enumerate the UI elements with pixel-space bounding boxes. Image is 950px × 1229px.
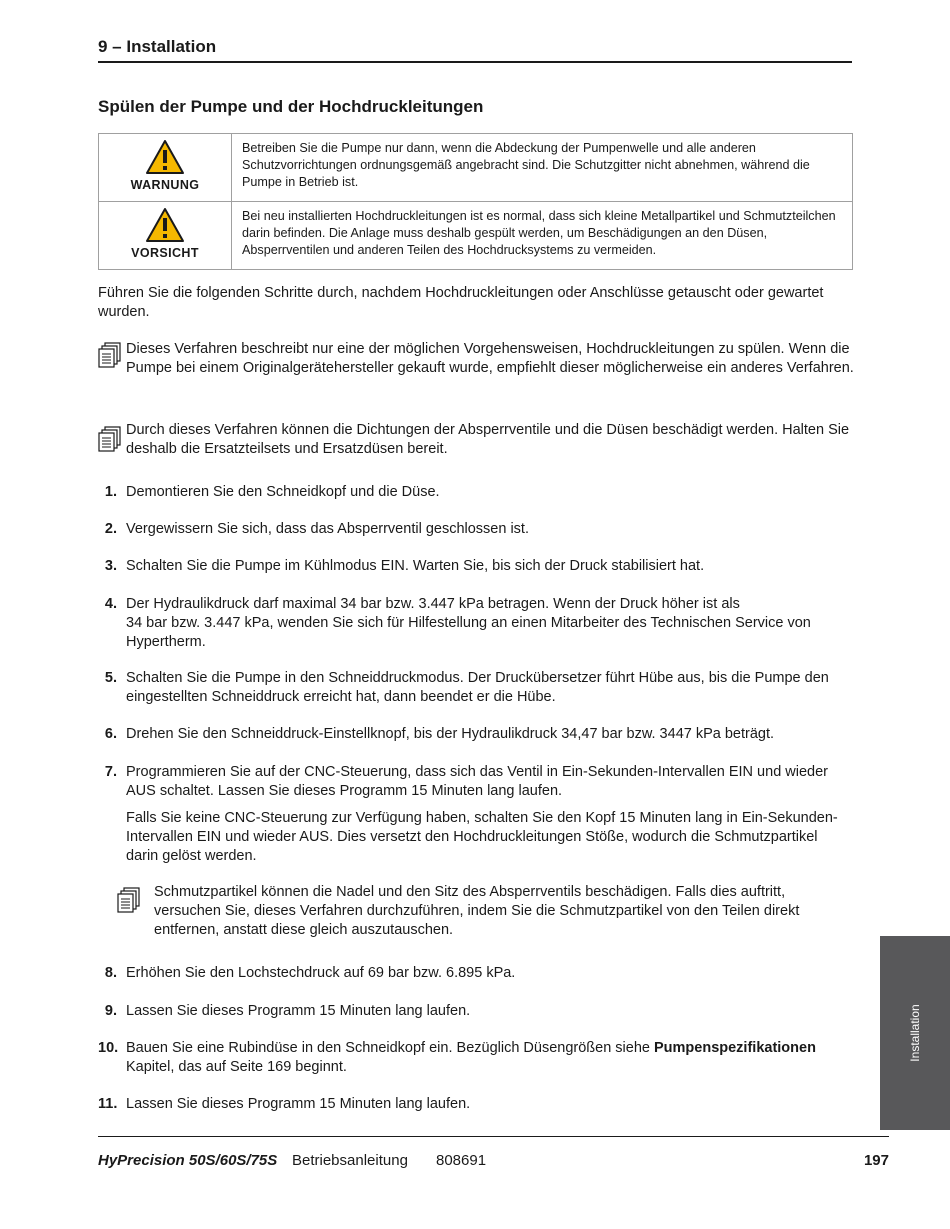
warning-triangle-icon	[145, 139, 185, 175]
list-item	[98, 1002, 858, 1021]
step-number: 2.	[104, 521, 117, 537]
list-item	[98, 669, 858, 707]
note-text: Durch dieses Verfahren können die Dichtungen der Absperrventile und die Düsen beschädigt werden. Halten Sie deshalb die Ersatzteilsets und Ersatzdüsen bereit.	[126, 422, 850, 457]
chapter-side-tab[interactable]	[880, 936, 950, 1130]
step-text	[126, 1039, 838, 1077]
caution-row	[99, 202, 853, 270]
page-header	[98, 36, 852, 63]
step-number: 7.	[104, 764, 117, 780]
list-item	[98, 1095, 858, 1114]
step-number: 11.	[98, 1096, 118, 1112]
warning-triangle-icon	[145, 207, 185, 243]
list-item	[98, 763, 858, 801]
side-tab-label: Installation	[908, 1004, 922, 1062]
step-text	[126, 595, 858, 651]
warning-icon-cell	[99, 134, 232, 202]
step-text-part: Bauen Sie eine Rubindüse in den Schneidkopf ein. Bezüglich Düsengrößen siehe	[126, 1040, 654, 1056]
page-footer	[98, 1136, 889, 1176]
caution-text: Bei neu installierten Hochdruckleitungen ist es normal, dass sich kleine Metallpartikel und Schmutzteilchen darin befinden. Die Anlage muss deshalb gespült werden, um Beschädigungen an den Düsen, Absperrventilen und anderen Teilen des Hochdrucksystems zu vermeiden.	[232, 202, 853, 270]
step-text-line2: 34 bar bzw. 3.447 kPa, wenden Sie sich für Hilfestellung an einen Mitarbeiter des Technischen Service von Hypertherm.	[126, 614, 811, 650]
step-text: Erhöhen Sie den Lochstechdruck auf 69 bar bzw. 6.895 kPa.	[126, 965, 516, 981]
footer-doc-title: Betriebsanleitung	[292, 1152, 408, 1169]
step-number: 10.	[98, 1040, 119, 1056]
chapter-title: 9 – Installation	[98, 37, 217, 56]
list-item	[98, 483, 858, 502]
note-1	[98, 340, 858, 378]
list-item	[98, 964, 858, 983]
footer-product-name: HyPrecision 50S/60S/75S	[98, 1152, 278, 1169]
step-number: 5.	[104, 670, 117, 686]
chapter-reference-link: Pumpenspezifikationen	[654, 1040, 816, 1056]
step-text: Lassen Sie dieses Programm 15 Minuten lang laufen.	[126, 1096, 471, 1112]
step-number: 8.	[104, 965, 117, 981]
step-number: 3.	[104, 558, 117, 574]
note-text: Dieses Verfahren beschreibt nur eine der möglichen Vorgehensweisen, Hochdruckleitungen zu spülen. Wenn die Pumpe bei einem Originalgerätehersteller gekauft wurde, empfiehlt dieser möglicherweise ein anderes Verfahren.	[126, 341, 854, 376]
list-item	[98, 595, 858, 651]
list-item	[98, 557, 858, 576]
step-text: Schalten Sie die Pumpe in den Schneiddruckmodus. Der Druckübersetzer führt Hübe aus, bis die Pumpe den eingestellten Schneiddruck erreicht hat, dann beendet er die Hübe.	[126, 670, 829, 705]
list-item	[98, 725, 858, 744]
step-text: Programmieren Sie auf der CNC-Steuerung, dass sich das Ventil in Ein-Sekunden-Intervallen EIN und wieder AUS schaltet. Lassen Sie dieses Programm 15 Minuten lang laufen.	[126, 764, 828, 799]
step-number: 1.	[104, 484, 117, 500]
page-number: 197	[863, 1152, 889, 1169]
section-title: Spülen der Pumpe und der Hochdruckleitungen	[98, 97, 484, 116]
warning-text: Betreiben Sie die Pumpe nur dann, wenn die Abdeckung der Pumpenwelle und alle anderen Schutzvorrichtungen ordnungsgemäß angebracht sind. Die Schutzgitter nicht abnehmen, während die Pumpe in Betrieb ist.	[232, 134, 853, 202]
list-item	[98, 520, 858, 539]
step-number: 9.	[104, 1003, 117, 1019]
note-icon	[98, 426, 122, 452]
step-text-part: Kapitel, das auf Seite 169 beginnt.	[126, 1058, 347, 1075]
note-text: Schmutzpartikel können die Nadel und den Sitz des Absperrventils beschädigen. Falls dies auftritt, versuchen Sie, dieses Verfahren durchzuführen, indem Sie die Schmutzpartikel von den Teilen direkt entfernen, anstatt diese gleich auszutauschen.	[154, 884, 800, 938]
warning-label: WARNUNG	[130, 178, 200, 192]
warning-row	[99, 134, 853, 202]
intro-paragraph: Führen Sie die folgenden Schritte durch, nachdem Hochdruckleitungen oder Anschlüsse getauscht oder gewartet wurden.	[98, 285, 824, 320]
footer-doc-number: 808691	[436, 1152, 487, 1169]
step-number: 6.	[104, 726, 117, 742]
warning-table	[98, 133, 853, 270]
caution-icon-cell	[99, 202, 232, 270]
note-icon	[117, 887, 141, 913]
step-text: Vergewissern Sie sich, dass das Absperrventil geschlossen ist.	[126, 521, 529, 537]
list-item	[98, 1039, 838, 1077]
step-followup-paragraph: Falls Sie keine CNC-Steuerung zur Verfügung haben, schalten Sie den Kopf 15 Minuten lang in Ein-Sekunden-Intervallen EIN und wieder AUS. Dies versetzt den Hochdruckleitungen Stöße, wodurch die Schmutzpartikel darin gelöst werden.	[126, 810, 838, 864]
step-text: Lassen Sie dieses Programm 15 Minuten lang laufen.	[126, 1003, 471, 1019]
step-text: Schalten Sie die Pumpe im Kühlmodus EIN. Warten Sie, bis sich der Druck stabilisiert hat.	[126, 558, 705, 574]
note-2	[98, 421, 858, 459]
step-text: Drehen Sie den Schneiddruck-Einstellknopf, bis der Hydraulikdruck 34,47 bar bzw. 3447 kPa beträgt.	[126, 726, 775, 742]
step-text-line1: Der Hydraulikdruck darf maximal 34 bar bzw. 3.447 kPa betragen. Wenn der Druck höher ist als	[126, 596, 740, 612]
step-number: 4.	[104, 596, 117, 612]
caution-label: VORSICHT	[131, 246, 199, 260]
note-icon	[98, 342, 122, 368]
step-note	[126, 883, 826, 939]
step-text: Demontieren Sie den Schneidkopf und die Düse.	[126, 484, 440, 500]
